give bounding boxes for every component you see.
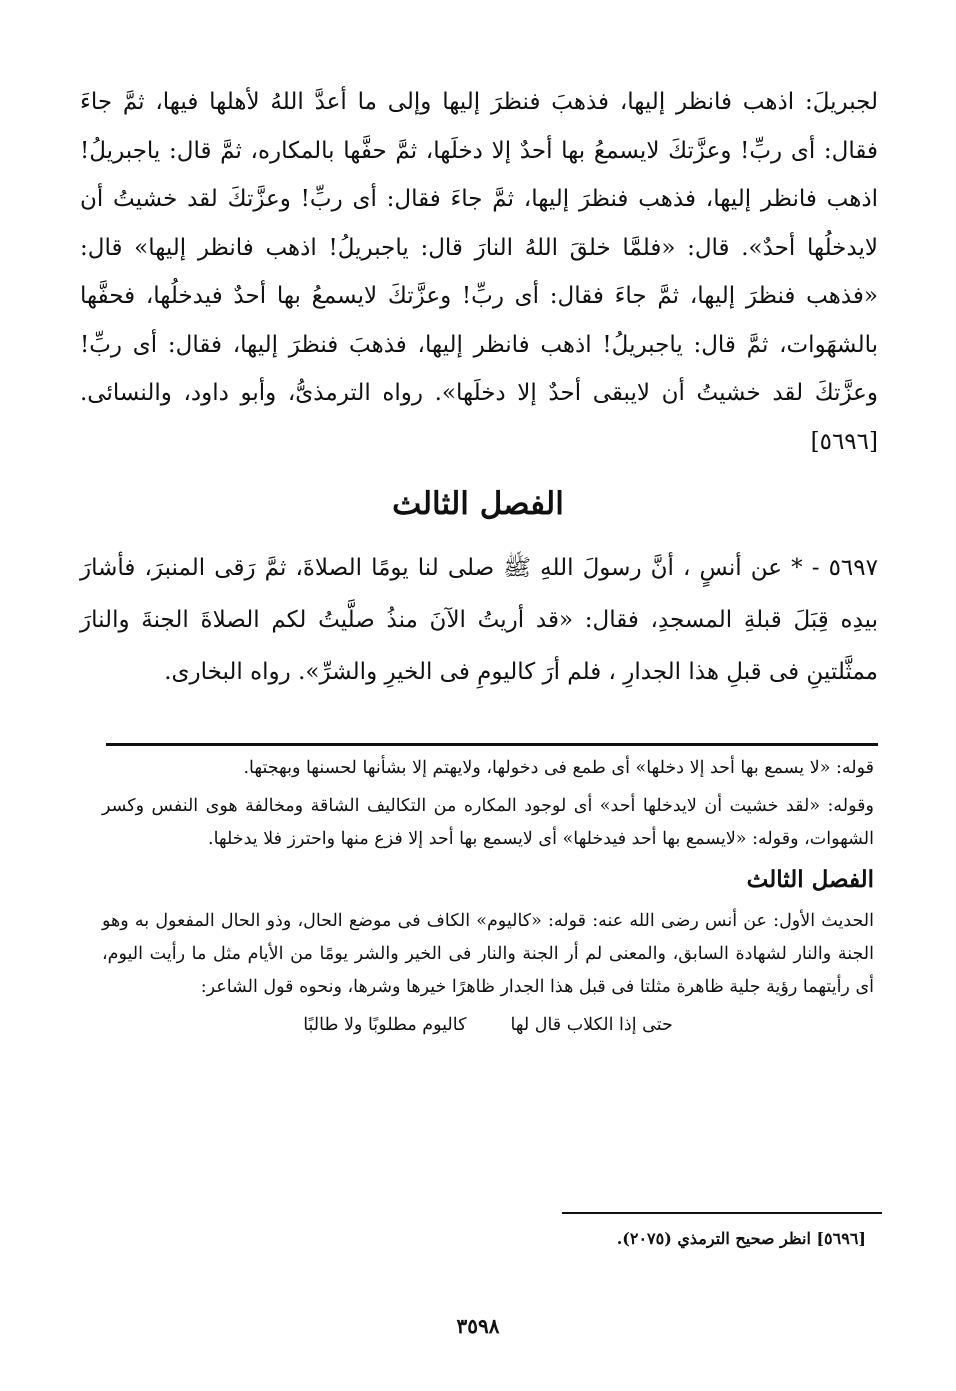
hadith-paragraph: ٥٦٩٧ - * عن أنسٍ ، أنَّ رسولَ اللهِ ﷺ صلى لنا يومًا الصلاةَ، ثمَّ رَقى المنبرَ، فأشارَ بيدِه قِبَلَ قبلةِ المسجدِ، فقال: «قد أريتُ الآنَ منذُ صلَّيتُ لكم الصلاةَ الجنةَ والنارَ ممثَّلتينِ فى قبلِ هذا الجدارِ ، فلم أرَ كاليومِ فى الخيرِ والشرِّ». رواه البخارى. [80, 555, 878, 685]
poetry-verse [102, 1009, 874, 1042]
commentary-heading: الفصل الثالث [746, 866, 874, 893]
page-number: ٣٥٩٨ [456, 1314, 500, 1338]
commentary-paragraph-1: قوله: «لا يسمع بها أحد إلا دخلها» أى طمع فى دخولها، ولايهتم إلا بشأنها لحسنها وبهجتها. [243, 758, 874, 778]
commentary-block [102, 752, 874, 1042]
commentary-paragraph-3: الحديث الأول: عن أنس رضى الله عنه: قوله: «كاليوم» الكاف فى موضع الحال، وذو الحال المفعول به وهو الجنة والنار لشهادة السابق، والمعنى لم أر الجنة والنار فى الخير والشر يومًا من الأيام مثل ما رأيت اليوم، أى رأيتهما رؤية جلية ظاهرة مثلتا فى قبل هذا الجدار ظاهرًا خيرها وشرها، ونحوه قول الشاعر: [102, 911, 874, 997]
hadith-block [80, 542, 878, 698]
commentary-paragraph-2: وقوله: «لقد خشيت أن لايدخلها أحد» أى لوجود المكاره من التكاليف الشاقة ومخالفة هوى النفس وكسر الشهوات، وقوله: «لايسمع بها أحد فيدخلها» أى لايسمع بها أحد إلا فزع منها واحترز فلا يدخلها. [102, 796, 874, 849]
main-text-block [80, 78, 878, 466]
section-title: الفصل الثالث [392, 486, 564, 522]
footnote: [٥٦٩٦] انظر صحيح الترمذي (٢٠٧٥). [616, 1229, 866, 1248]
commentary-divider [106, 743, 878, 746]
verse-first-hemistich: حتى إذا الكلاب قال لها [510, 1015, 673, 1035]
verse-second-hemistich: كاليوم مطلوبًا ولا طالبًا [303, 1015, 467, 1035]
footnote-divider [562, 1212, 882, 1214]
main-paragraph: لجبريلَ: اذهب فانظر إليها، فذهبَ فنظرَ إليها وإلى ما أعدَّ اللهُ لأهلها فيها، ثمَّ جاءَ فقال: أى ربِّ! وعزَّتكَ لايسمعُ بها أحدٌ إلا دخلَها، ثمَّ حفَّها بالمكاره، ثمَّ قال: ياجبريلُ! اذهب فانظر إليها، فذهب فنظرَ إليها، ثمَّ جاءَ فقال: أى ربِّ! وعزَّتكَ لقد خشيتُ أن لايدخلُها أحدٌ». قال: «فلمَّا خلقَ اللهُ النارَ قال: ياجبريلُ! اذهب فانظر إليها» قال: «فذهب فنظرَ إليها، ثمَّ جاءَ فقال: أى ربِّ! وعزَّتكَ لايسمعُ بها أحدٌ فيدخلُها، فحفَّها بالشهَوات، ثمَّ قال: ياجبريلُ! اذهب فانظر إليها، فذهبَ فنظرَ إليها، فقال: أى ربِّ! وعزَّتكَ لقد خشيتُ أن لايبقى أحدٌ إلا دخلَها». رواه الترمذىُّ، وأبو داود، والنسائى. [٥٦٩٦] [80, 89, 878, 455]
